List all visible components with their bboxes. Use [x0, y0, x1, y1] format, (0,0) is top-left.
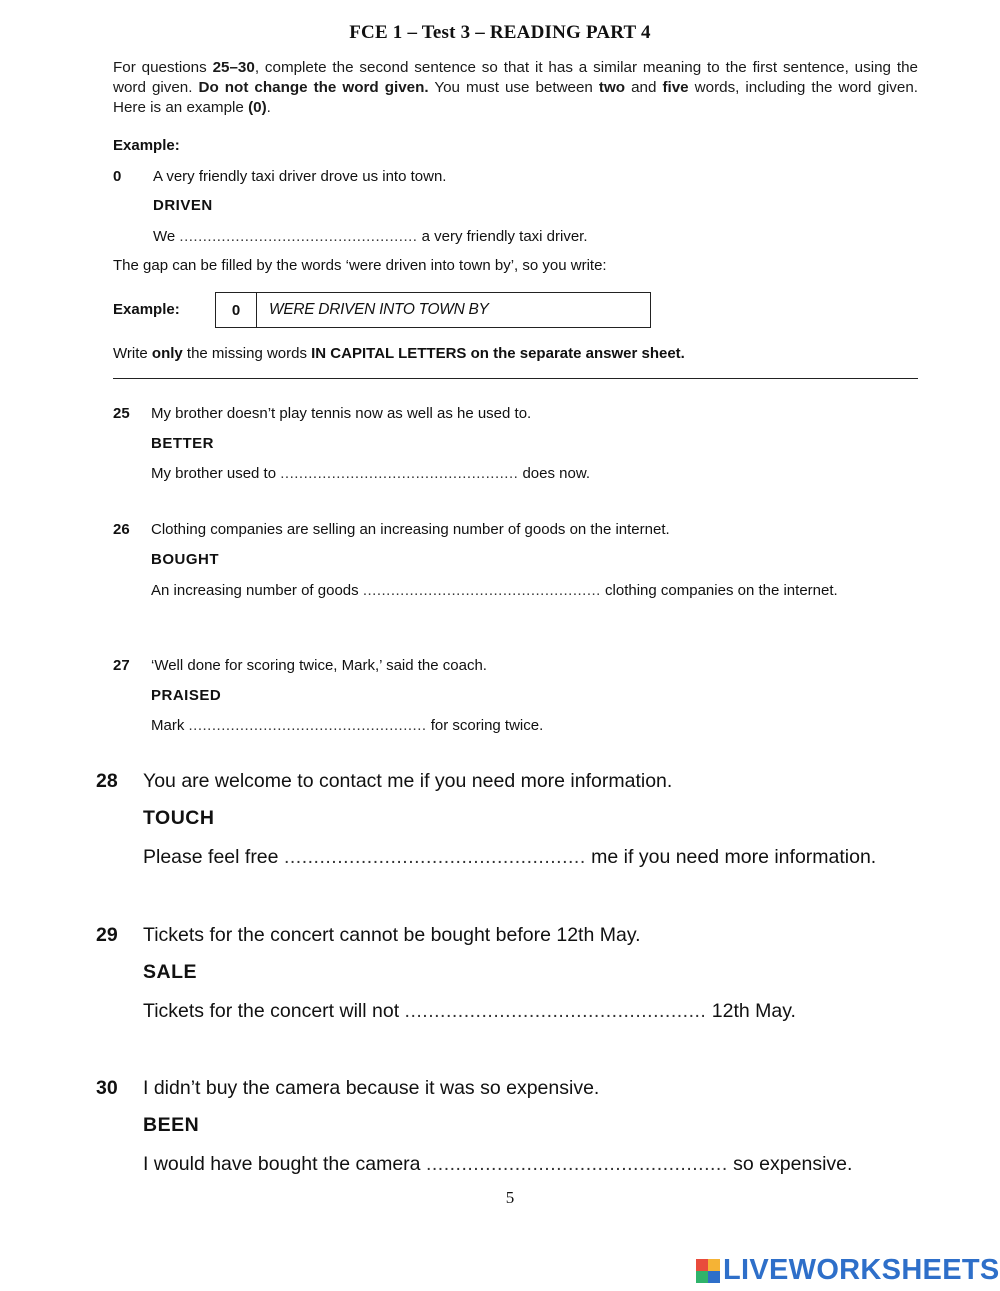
logo-tile — [696, 1259, 708, 1271]
question-keyword: SALE — [143, 961, 198, 983]
question-30 — [96, 1077, 956, 1187]
example-number: 0 — [113, 168, 122, 185]
question-gap-line: Mark ................................................... for scoring twice. — [151, 717, 544, 734]
question-keyword: PRAISED — [151, 687, 222, 704]
answer-gap[interactable]: ................................................... — [280, 465, 519, 482]
question-sentence: ‘Well done for scoring twice, Mark,’ said the coach. — [151, 657, 487, 674]
question-number: 28 — [96, 770, 118, 792]
question-gap-line: My brother used to ................................................... does now. — [151, 465, 591, 482]
page-title: FCE 1 – Test 3 – READING PART 4 — [349, 22, 651, 43]
question-keyword: BEEN — [143, 1114, 200, 1136]
example-answer-box — [215, 292, 651, 328]
brand-name: LIVEWORKSHEETS — [723, 1254, 1000, 1286]
liveworksheets-brand[interactable] — [696, 1254, 1000, 1287]
example-heading: Example: — [113, 137, 180, 154]
logo-tile — [696, 1271, 708, 1283]
question-29 — [96, 924, 956, 1034]
question-sentence: Tickets for the concert cannot be bought before 12th May. — [143, 924, 641, 946]
logo-tile — [708, 1259, 720, 1271]
question-gap-line: I would have bought the camera ................................................... so expensive. — [143, 1153, 853, 1175]
question-sentence: My brother doesn’t play tennis now as well as he used to. — [151, 405, 532, 422]
question-gap-line: Tickets for the concert will not ................................................... 12th May. — [143, 1000, 796, 1022]
answer-gap[interactable]: ................................................... — [362, 582, 601, 599]
question-keyword: TOUCH — [143, 807, 215, 829]
question-27 — [113, 657, 918, 747]
answer-gap[interactable]: ................................................... — [283, 846, 586, 868]
question-number: 29 — [96, 924, 118, 946]
question-sentence: You are welcome to contact me if you need more information. — [143, 770, 673, 792]
example-keyword: DRIVEN — [153, 197, 213, 214]
question-number: 26 — [113, 521, 130, 538]
liveworksheets-logo-icon — [696, 1259, 720, 1283]
example-gap-line: We ................................................... a very friendly taxi driver. — [153, 228, 588, 245]
question-sentence: Clothing companies are selling an increasing number of goods on the internet. — [151, 521, 670, 538]
answer-sheet-note: Write only the missing words IN CAPITAL LETTERS on the separate answer sheet. — [113, 345, 685, 362]
question-sentence: I didn’t buy the camera because it was so expensive. — [143, 1077, 600, 1099]
example-box-label: Example: — [113, 301, 180, 318]
answer-gap[interactable]: ................................................... — [404, 1000, 707, 1022]
question-keyword: BETTER — [151, 435, 214, 452]
question-28 — [96, 770, 956, 880]
example-box-number: 0 — [216, 293, 257, 327]
question-gap-line: Please feel free ................................................... me if you need more information. — [143, 846, 877, 868]
page-number: 5 — [505, 1188, 515, 1207]
instructions: For questions 25–30, complete the second sentence so that it has a similar meaning to the first sentence, using the word given. Do not change the word given. You must use between two and five words, including the word given. Here is an example (0). — [113, 59, 918, 116]
example-note: The gap can be filled by the words ‘were driven into town by’, so you write: — [113, 257, 607, 274]
example-sentence: A very friendly taxi driver drove us into town. — [153, 168, 447, 185]
question-25 — [113, 405, 918, 495]
answer-gap[interactable]: ................................................... — [425, 1153, 728, 1175]
question-keyword: BOUGHT — [151, 551, 219, 568]
question-26 — [113, 521, 918, 626]
question-number: 30 — [96, 1077, 118, 1099]
answer-gap[interactable]: ................................................... — [188, 717, 427, 734]
example-box-answer: WERE DRIVEN INTO TOWN BY — [269, 301, 489, 318]
question-number: 27 — [113, 657, 130, 674]
section-divider — [113, 378, 918, 379]
question-gap-line: An increasing number of goods ................................................... clothing companies on the internet. — [151, 582, 838, 599]
question-number: 25 — [113, 405, 130, 422]
logo-tile — [708, 1271, 720, 1283]
